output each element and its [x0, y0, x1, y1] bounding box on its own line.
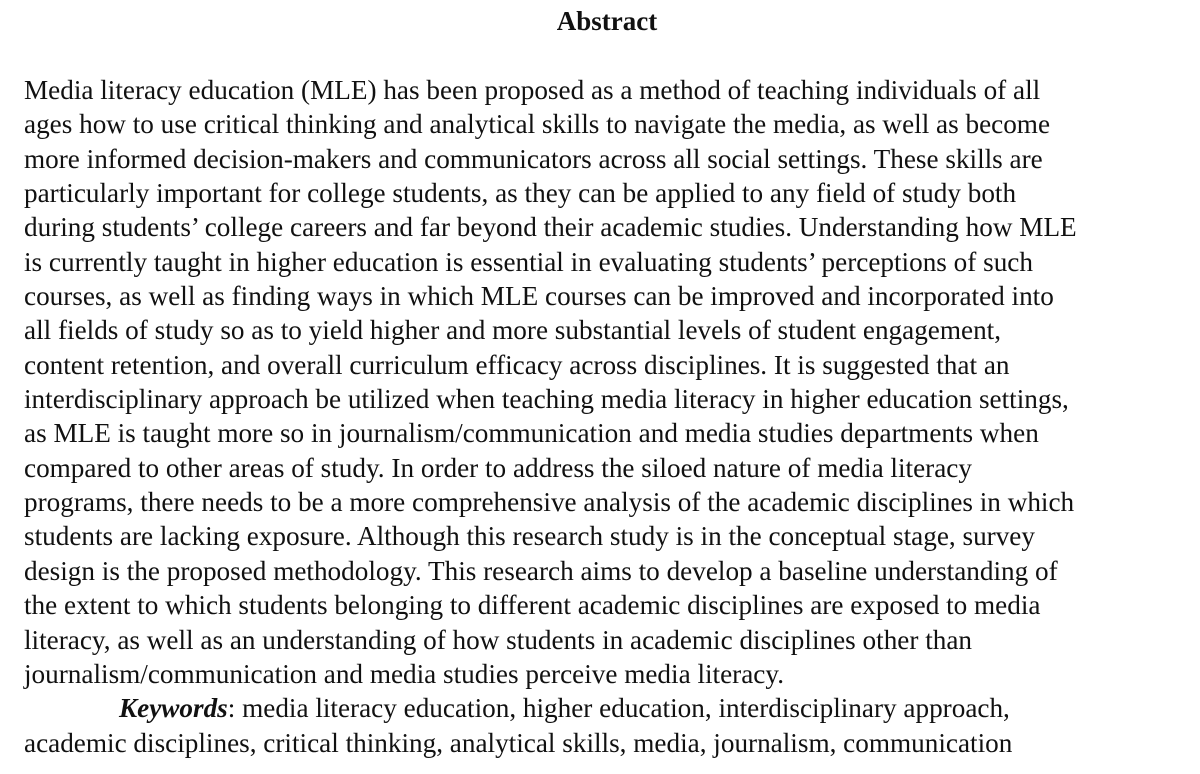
abstract-line: the extent to which students belonging to different academic disciplines are exposed to media — [24, 590, 1041, 621]
keywords-label: Keywords — [119, 693, 228, 724]
abstract-heading: Abstract — [556, 6, 658, 36]
abstract-line: courses, as well as finding ways in which MLE courses can be improved and incorporated into — [24, 281, 1054, 312]
keywords-text: : media literacy education, higher education, interdisciplinary approach, — [227, 693, 1010, 724]
abstract-line: Media literacy education (MLE) has been proposed as a method of teaching individuals of all — [24, 75, 1041, 105]
abstract-line: literacy, as well as an understanding of how students in academic disciplines other than — [24, 624, 973, 655]
abstract-line: as MLE is taught more so in journalism/communication and media studies departments when — [24, 418, 1039, 449]
abstract-line: content retention, and overall curriculum efficacy across disciplines. It is suggested that an — [24, 349, 1010, 380]
abstract-line: all fields of study so as to yield higher and more substantial levels of student engagement, — [24, 315, 1002, 346]
abstract-line: ages how to use critical thinking and analytical skills to navigate the media, as well as become — [24, 109, 1051, 140]
abstract-line: compared to other areas of study. In order to address the siloed nature of media literacy — [24, 452, 972, 483]
abstract-line: programs, there needs to be a more comprehensive analysis of the academic disciplines in which — [24, 487, 1075, 518]
abstract-line: interdisciplinary approach be utilized when teaching media literacy in higher education settings, — [24, 384, 1069, 415]
abstract-line: during students’ college careers and far beyond their academic studies. Understanding how MLE — [24, 212, 1077, 243]
abstract-line: students are lacking exposure. Although this research study is in the conceptual stage, survey — [24, 521, 1035, 552]
keywords-continuation: academic disciplines, critical thinking, analytical skills, media, journalism, communication — [24, 727, 1013, 758]
abstract-line: journalism/communication and media studies perceive media literacy. — [24, 658, 784, 689]
abstract-line: design is the proposed methodology. This research aims to develop a baseline understanding of — [24, 555, 1058, 586]
keywords-line — [24, 691, 1194, 725]
abstract-line: is currently taught in higher education is essential in evaluating students’ perceptions of such — [24, 246, 1033, 277]
abstract-line: more informed decision-makers and communicators across all social settings. These skills are — [24, 143, 1043, 174]
abstract-body — [24, 73, 1194, 760]
abstract-line: particularly important for college students, as they can be applied to any field of study both — [24, 178, 1017, 209]
